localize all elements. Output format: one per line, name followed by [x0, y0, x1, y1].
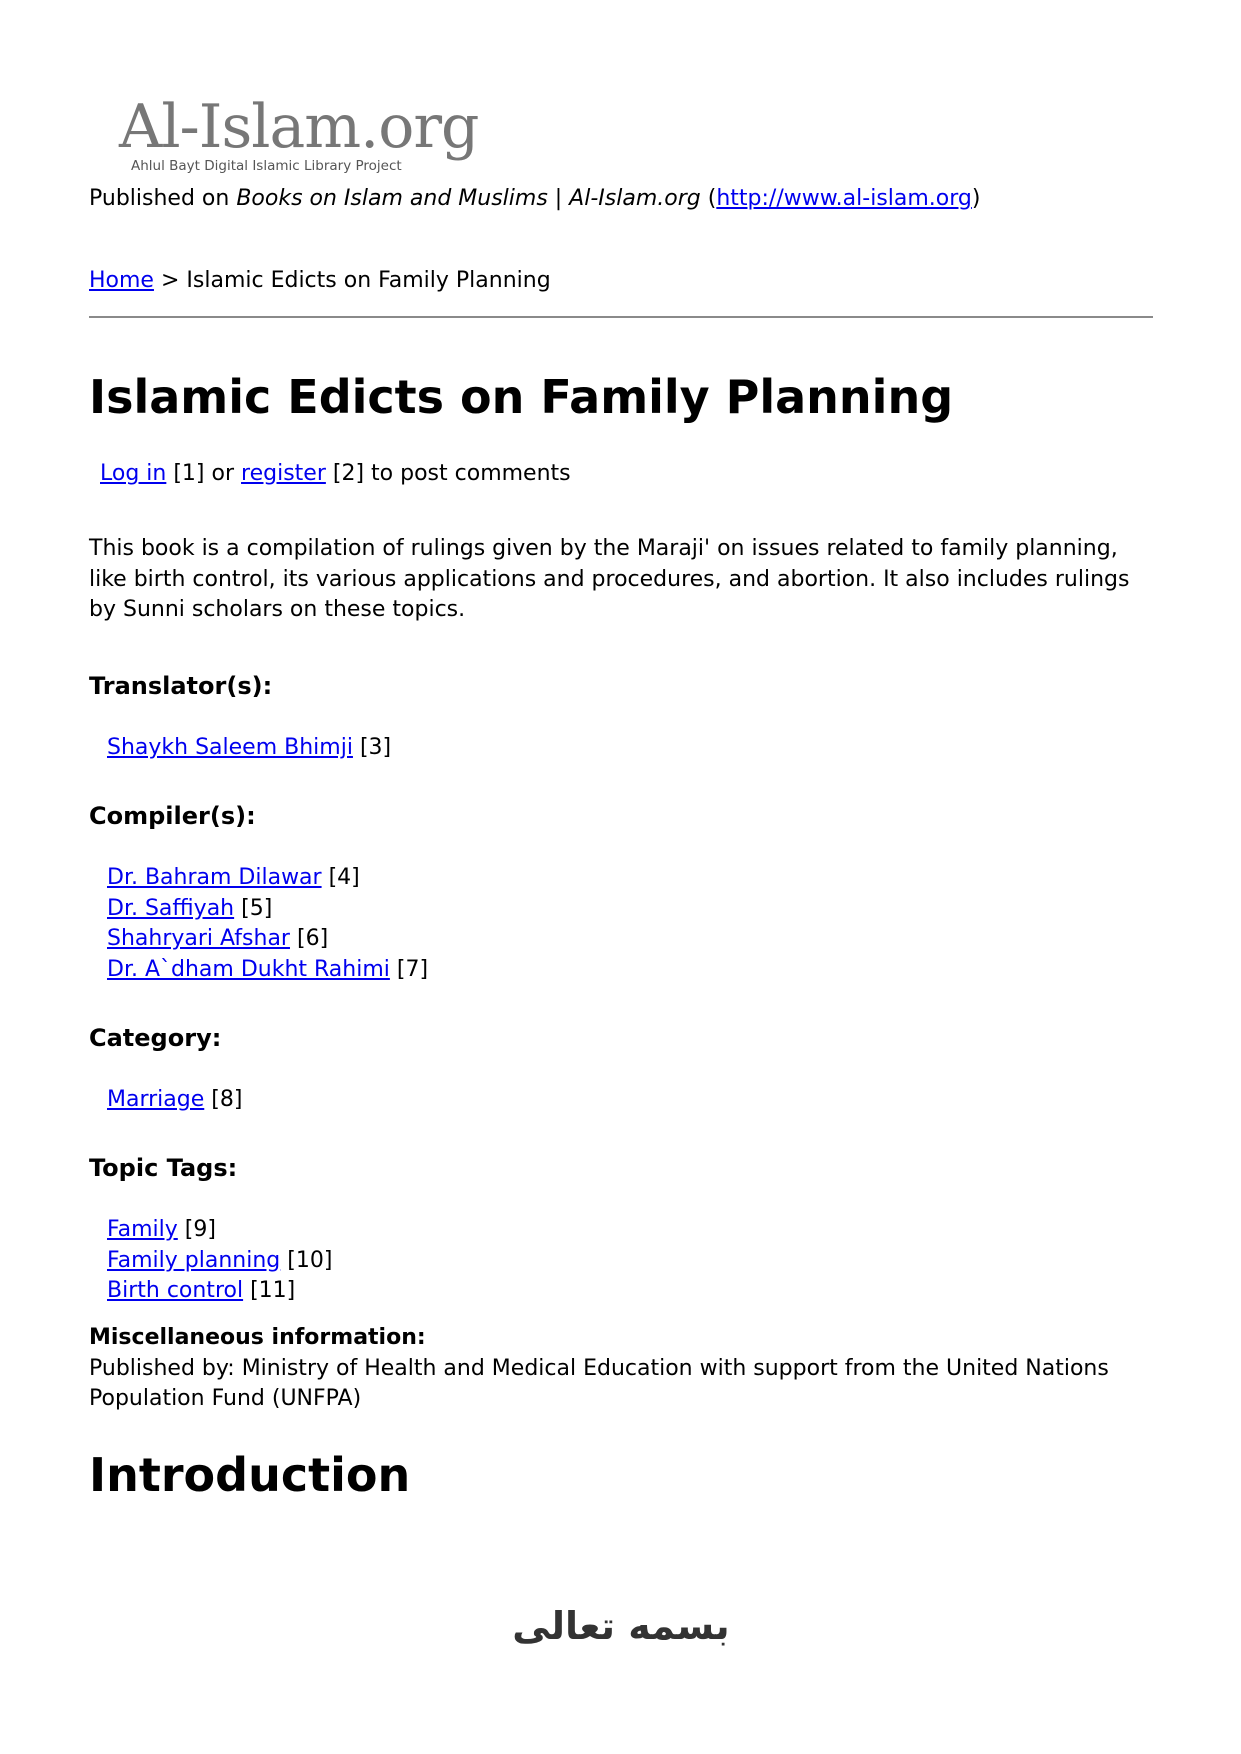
ref-number: [7] [396, 956, 429, 982]
comment-links [100, 461, 571, 486]
comments-suffix: to post comments [371, 461, 571, 486]
tag-link[interactable]: Family [107, 1217, 178, 1242]
ref-number: [5] [241, 895, 273, 921]
compiler-link[interactable]: Dr. Bahram Dilawar [107, 865, 322, 890]
translators-list [107, 733, 391, 764]
introduction-heading: Introduction [89, 1448, 411, 1502]
category-label: Category: [89, 1024, 222, 1052]
topic-tags-list [107, 1215, 332, 1307]
misc-label: Miscellaneous information: [89, 1325, 426, 1350]
compiler-link[interactable]: Shahryari Afshar [107, 926, 290, 951]
ref-number: [4] [328, 865, 360, 890]
arabic-invocation: بسمه تعالى [512, 1604, 730, 1648]
logo-tagline: Ahlul Bayt Digital Islamic Library Project [131, 158, 402, 174]
published-source: Books on Islam and Muslims | Al-Islam.org [236, 186, 701, 211]
published-line [89, 186, 980, 211]
list-item [107, 733, 391, 764]
breadcrumb [89, 268, 551, 293]
compilers-list [107, 863, 428, 985]
register-link[interactable]: register [241, 461, 326, 486]
register-ref: [2] [332, 461, 365, 486]
header-divider [89, 316, 1153, 318]
translators-label: Translator(s): [89, 672, 273, 700]
list-item [107, 924, 428, 955]
translator-link[interactable]: Shaykh Saleem Bhimji [107, 735, 353, 760]
list-item [107, 863, 428, 894]
list-item [107, 1246, 332, 1277]
breadcrumb-current: Islamic Edicts on Family Planning [186, 268, 551, 293]
list-item [107, 1215, 332, 1246]
list-item [107, 1276, 332, 1307]
compiler-link[interactable]: Dr. A`dham Dukht Rahimi [107, 956, 390, 982]
ref-number: [3] [359, 735, 392, 760]
ref-number: [6] [296, 926, 329, 951]
ref-number: [8] [211, 1087, 243, 1112]
category-link[interactable]: Marriage [107, 1087, 205, 1112]
page-title: Islamic Edicts on Family Planning [89, 370, 954, 424]
list-item [107, 894, 428, 925]
login-ref: [1] [173, 461, 205, 486]
ref-number: [10] [287, 1247, 333, 1273]
site-logo[interactable] [119, 92, 479, 182]
misc-text: Published by: Ministry of Health and Medical Education with support from the United Nations Population Fund (UNFPA) [89, 1355, 1109, 1411]
login-link[interactable]: Log in [100, 461, 167, 486]
tag-link[interactable]: Family planning [107, 1247, 281, 1273]
ref-number: [9] [184, 1217, 216, 1242]
logo-wordmark: Al-Islam.org [119, 92, 479, 162]
close-paren: ) [971, 186, 981, 211]
list-item [107, 1085, 242, 1116]
site-url-link[interactable]: http://www.al-islam.org [716, 186, 972, 211]
misc-info [89, 1323, 1153, 1415]
compilers-label: Compiler(s): [89, 802, 256, 830]
published-prefix: Published on [89, 186, 230, 211]
open-paren: ( [707, 186, 717, 211]
compiler-link[interactable]: Dr. Saffiyah [107, 895, 235, 921]
topic-tags-label: Topic Tags: [89, 1154, 238, 1182]
list-item [107, 955, 428, 986]
tag-link[interactable]: Birth control [107, 1278, 244, 1303]
breadcrumb-separator: > [160, 268, 180, 293]
book-summary: This book is a compilation of rulings given by the Maraji' on issues related to family planning, like birth control, its various applications and procedures, and abortion. It also includes rulings by Sunni scholars on these topics. [89, 536, 1130, 622]
breadcrumb-home-link[interactable]: Home [89, 268, 154, 293]
or-text: or [211, 461, 235, 486]
category-list [107, 1085, 242, 1116]
ref-number: [11] [250, 1278, 296, 1303]
